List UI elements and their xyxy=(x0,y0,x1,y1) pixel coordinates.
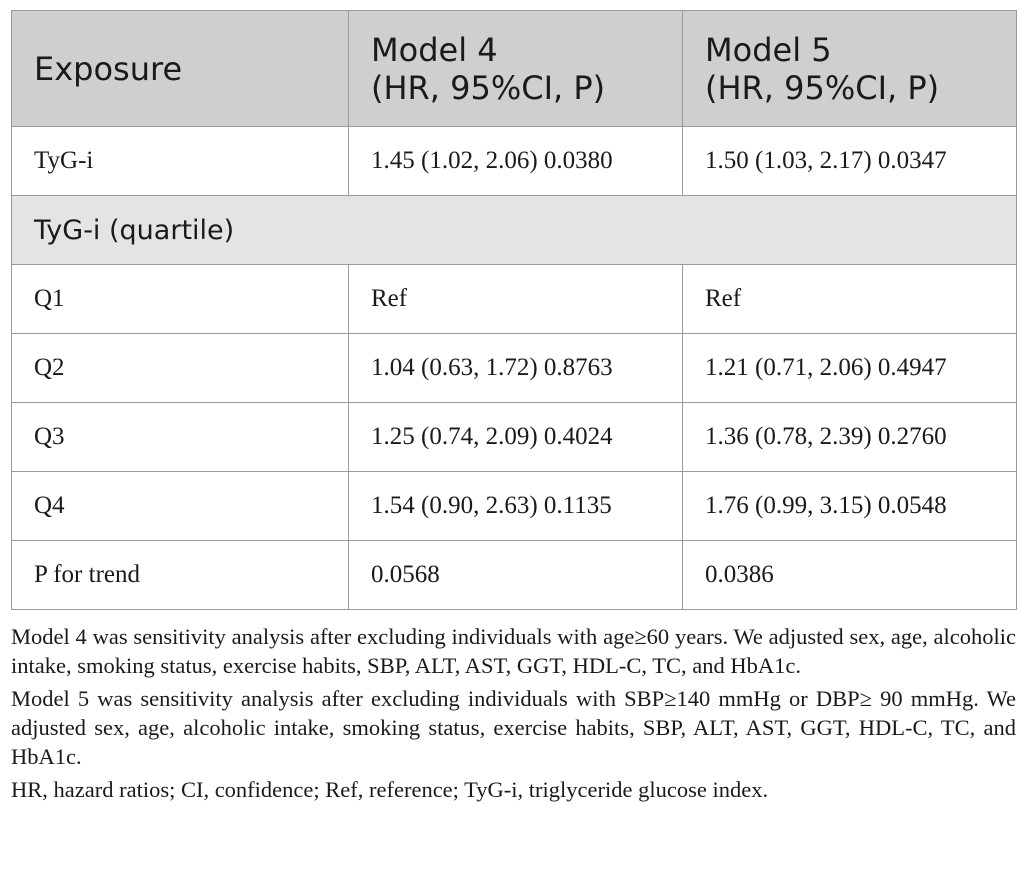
section-row xyxy=(12,196,1017,265)
cell-model-5: 1.76 (0.99, 3.15) 0.0548 xyxy=(683,472,1017,541)
cell-exposure: Q1 xyxy=(12,265,349,334)
cell-exposure: P for trend xyxy=(12,541,349,610)
cell-model-4: 1.25 (0.74, 2.09) 0.4024 xyxy=(349,403,683,472)
cell-model-4: 1.45 (1.02, 2.06) 0.0380 xyxy=(349,127,683,196)
header-model-5: Model 5 (HR, 95%CI, P) xyxy=(683,11,1017,127)
cell-model-5: 0.0386 xyxy=(683,541,1017,610)
cell-model-5: 1.21 (0.71, 2.06) 0.4947 xyxy=(683,334,1017,403)
table-footnotes xyxy=(11,622,1016,808)
cell-model-5: 1.50 (1.03, 2.17) 0.0347 xyxy=(683,127,1017,196)
footnote-model-5: Model 5 was sensitivity analysis after excluding individuals with SBP≥140 mmHg or DBP≥ 90 mmHg. We adjusted sex, age, alcoholic intake, smoking status, exercise habits, SBP, ALT, AST, GGT, HDL-C, TC, and HbA1c. xyxy=(11,686,1016,769)
cell-exposure: Q3 xyxy=(12,403,349,472)
cell-model-4: 0.0568 xyxy=(349,541,683,610)
cell-exposure: Q2 xyxy=(12,334,349,403)
cell-model-5: Ref xyxy=(683,265,1017,334)
table-row xyxy=(12,472,1017,541)
cell-model-4: 1.04 (0.63, 1.72) 0.8763 xyxy=(349,334,683,403)
table-row xyxy=(12,541,1017,610)
header-exposure: Exposure xyxy=(12,11,349,127)
cell-model-4: Ref xyxy=(349,265,683,334)
table-row xyxy=(12,334,1017,403)
cell-exposure: Q4 xyxy=(12,472,349,541)
footnote-abbreviations: HR, hazard ratios; CI, confidence; Ref, reference; TyG-i, triglyceride glucose index. xyxy=(11,777,769,802)
table-row xyxy=(12,265,1017,334)
cell-model-5: 1.36 (0.78, 2.39) 0.2760 xyxy=(683,403,1017,472)
cell-exposure: TyG-i xyxy=(12,127,349,196)
header-row xyxy=(12,11,1017,127)
footnote-model-4: Model 4 was sensitivity analysis after excluding individuals with age≥60 years. We adjusted sex, age, alcoholic intake, smoking status, exercise habits, SBP, ALT, AST, GGT, HDL-C, TC, and HbA1c. xyxy=(11,624,1016,678)
cell-model-4: 1.54 (0.90, 2.63) 0.1135 xyxy=(349,472,683,541)
table-row xyxy=(12,403,1017,472)
table-row xyxy=(12,127,1017,196)
header-model-4: Model 4 (HR, 95%CI, P) xyxy=(349,11,683,127)
results-table xyxy=(11,10,1017,610)
section-label: TyG-i (quartile) xyxy=(12,196,1017,265)
